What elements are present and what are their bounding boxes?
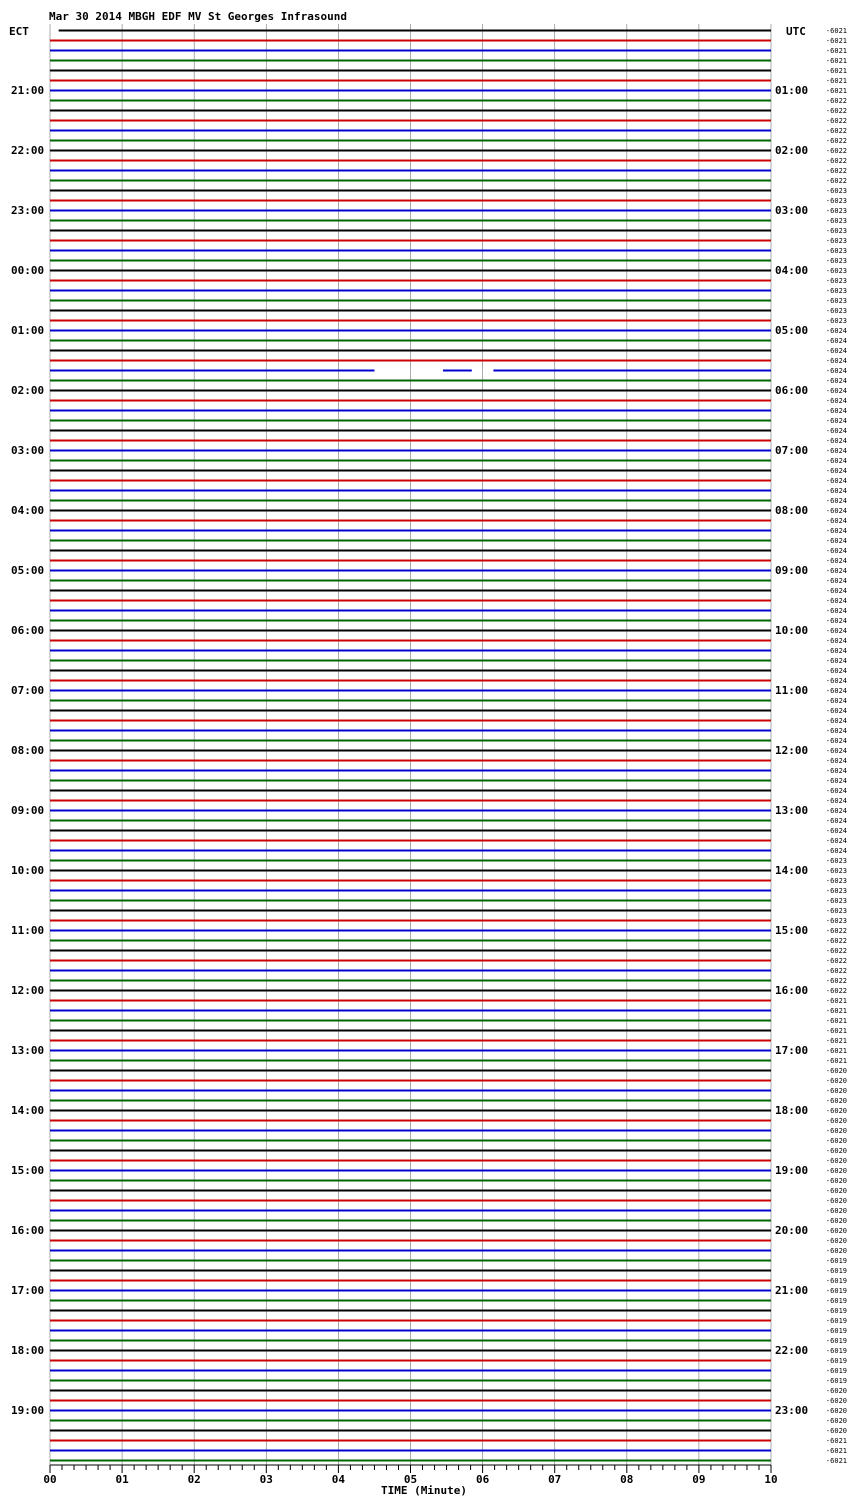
trace-offset-label: -6020 — [825, 1237, 847, 1245]
trace-offset-label: -6020 — [825, 1217, 847, 1225]
trace-offset-label: -6022 — [825, 137, 847, 145]
utc-hour-label: 13:00 — [775, 804, 809, 817]
trace-offset-label: -6024 — [825, 557, 847, 565]
ect-hour-label: 03:00 — [11, 444, 45, 457]
trace-offset-label: -6020 — [825, 1177, 847, 1185]
ect-hour-labels — [11, 84, 44, 1417]
utc-hour-label: 20:00 — [775, 1224, 809, 1237]
trace-offset-label: -6021 — [825, 77, 847, 85]
trace-offset-label: -6020 — [825, 1417, 847, 1425]
trace-offset-label: -6024 — [825, 567, 847, 575]
trace-offset-label: -6024 — [825, 727, 847, 735]
trace-offset-label: -6019 — [825, 1317, 847, 1325]
trace-offset-label: -6024 — [825, 837, 847, 845]
ect-hour-label: 22:00 — [11, 144, 45, 157]
trace-offset-label: -6020 — [825, 1137, 847, 1145]
trace-offset-label: -6019 — [825, 1257, 847, 1265]
trace-offset-label: -6023 — [825, 897, 847, 905]
trace-offset-label: -6022 — [825, 107, 847, 115]
trace-offset-label: -6024 — [825, 687, 847, 695]
trace-offset-label: -6024 — [825, 327, 847, 335]
ect-hour-label: 06:00 — [11, 624, 45, 637]
trace-offset-label: -6022 — [825, 927, 847, 935]
trace-offset-label: -6020 — [825, 1387, 847, 1395]
trace-offset-label: -6024 — [825, 517, 847, 525]
trace-offset-label: -6020 — [825, 1107, 847, 1115]
trace-offset-label: -6022 — [825, 117, 847, 125]
trace-offset-label: -6019 — [825, 1377, 847, 1385]
ect-hour-label: 02:00 — [11, 384, 45, 397]
ect-hour-label: 21:00 — [11, 84, 45, 97]
trace-offset-label: -6019 — [825, 1367, 847, 1375]
trace-offset-label: -6019 — [825, 1287, 847, 1295]
trace-offset-label: -6024 — [825, 397, 847, 405]
trace-offset-label: -6023 — [825, 907, 847, 915]
ect-hour-label: 10:00 — [11, 864, 45, 877]
trace-offset-label: -6024 — [825, 357, 847, 365]
trace-offset-label: -6024 — [825, 777, 847, 785]
utc-hour-label: 23:00 — [775, 1404, 809, 1417]
trace-offset-label: -6024 — [825, 387, 847, 395]
trace-offset-label: -6024 — [825, 417, 847, 425]
utc-hour-label: 17:00 — [775, 1044, 809, 1057]
utc-hour-label: 18:00 — [775, 1104, 809, 1117]
trace-offset-label: -6023 — [825, 187, 847, 195]
trace-offset-label: -6021 — [825, 37, 847, 45]
trace-offset-label: -6022 — [825, 147, 847, 155]
trace-offset-label: -6021 — [825, 1047, 847, 1055]
ect-hour-label: 01:00 — [11, 324, 45, 337]
trace-offset-label: -6022 — [825, 987, 847, 995]
trace-offset-label: -6024 — [825, 697, 847, 705]
trace-offset-label: -6023 — [825, 887, 847, 895]
ect-hour-label: 08:00 — [11, 744, 45, 757]
right-timezone-label: UTC — [786, 25, 806, 38]
trace-offset-label: -6021 — [825, 1007, 847, 1015]
trace-offset-label: -6024 — [825, 447, 847, 455]
utc-hour-labels — [775, 84, 808, 1417]
trace-offset-label: -6023 — [825, 307, 847, 315]
x-tick-label: 00 — [43, 1473, 57, 1486]
trace-offset-label: -6024 — [825, 597, 847, 605]
trace-offset-label: -6024 — [825, 477, 847, 485]
trace-offset-label: -6024 — [825, 457, 847, 465]
trace-offset-label: -6021 — [825, 67, 847, 75]
trace-offset-label: -6020 — [825, 1207, 847, 1215]
ect-hour-label: 07:00 — [11, 684, 45, 697]
ect-hour-label: 18:00 — [11, 1344, 45, 1357]
trace-offset-label: -6019 — [825, 1267, 847, 1275]
trace-offset-label: -6020 — [825, 1407, 847, 1415]
trace-offset-label: -6024 — [825, 657, 847, 665]
trace-offset-label: -6024 — [825, 747, 847, 755]
utc-hour-label: 14:00 — [775, 864, 809, 877]
utc-hour-label: 12:00 — [775, 744, 809, 757]
trace-offset-label: -6021 — [825, 1057, 847, 1065]
trace-offset-label: -6024 — [825, 667, 847, 675]
trace-offset-label: -6024 — [825, 637, 847, 645]
trace-offset-label: -6023 — [825, 277, 847, 285]
utc-hour-label: 03:00 — [775, 204, 809, 217]
utc-hour-label: 05:00 — [775, 324, 809, 337]
utc-hour-label: 08:00 — [775, 504, 809, 517]
trace-offset-label: -6024 — [825, 437, 847, 445]
trace-offset-label: -6022 — [825, 977, 847, 985]
trace-offset-label: -6024 — [825, 407, 847, 415]
trace-offset-label: -6024 — [825, 797, 847, 805]
trace-offset-label: -6021 — [825, 997, 847, 1005]
x-axis — [43, 1465, 777, 1486]
trace-offset-label: -6024 — [825, 337, 847, 345]
ect-hour-label: 09:00 — [11, 804, 45, 817]
trace-offset-label: -6020 — [825, 1247, 847, 1255]
trace-offset-label: -6023 — [825, 247, 847, 255]
trace-offset-label: -6024 — [825, 377, 847, 385]
trace-offset-label: -6024 — [825, 627, 847, 635]
trace-offset-label: -6023 — [825, 237, 847, 245]
trace-offset-label: -6024 — [825, 547, 847, 555]
trace-offset-label: -6024 — [825, 587, 847, 595]
utc-hour-label: 19:00 — [775, 1164, 809, 1177]
x-tick-label: 08 — [620, 1473, 634, 1486]
trace-offset-label: -6020 — [825, 1167, 847, 1175]
trace-offset-label: -6019 — [825, 1337, 847, 1345]
trace-offset-label: -6021 — [825, 1447, 847, 1455]
utc-hour-label: 15:00 — [775, 924, 809, 937]
trace-offset-label: -6023 — [825, 857, 847, 865]
left-timezone-label: ECT — [9, 25, 29, 38]
trace-offset-label: -6020 — [825, 1097, 847, 1105]
trace-offset-label: -6023 — [825, 317, 847, 325]
x-tick-label: 02 — [187, 1473, 201, 1486]
trace-offset-label: -6024 — [825, 507, 847, 515]
utc-hour-label: 10:00 — [775, 624, 809, 637]
trace-offset-label: -6024 — [825, 487, 847, 495]
trace-offset-label: -6024 — [825, 847, 847, 855]
utc-hour-label: 16:00 — [775, 984, 809, 997]
x-axis-label: TIME (Minute) — [380, 1484, 468, 1497]
trace-offset-label: -6021 — [825, 1017, 847, 1025]
ect-hour-label: 17:00 — [11, 1284, 45, 1297]
utc-hour-label: 04:00 — [775, 264, 809, 277]
trace-offset-label: -6020 — [825, 1077, 847, 1085]
trace-offset-label: -6024 — [825, 367, 847, 375]
trace-offset-label: -6024 — [825, 757, 847, 765]
trace-offset-label: -6022 — [825, 967, 847, 975]
trace-offset-label: -6024 — [825, 347, 847, 355]
ect-hour-label: 19:00 — [11, 1404, 45, 1417]
trace-offset-label: -6023 — [825, 227, 847, 235]
trace-offset-label: -6021 — [825, 47, 847, 55]
ect-hour-label: 13:00 — [11, 1044, 45, 1057]
trace-offset-label: -6020 — [825, 1157, 847, 1165]
trace-offset-label: -6024 — [825, 677, 847, 685]
trace-offset-label: -6024 — [825, 737, 847, 745]
chart-title: Mar 30 2014 MBGH EDF MV St Georges Infrasound — [49, 10, 348, 23]
trace-offset-label: -6024 — [825, 427, 847, 435]
trace-offset-label: -6023 — [825, 257, 847, 265]
trace-offset-label: -6022 — [825, 167, 847, 175]
trace-offset-label: -6024 — [825, 817, 847, 825]
trace-offset-label: -6024 — [825, 717, 847, 725]
trace-offset-label: -6020 — [825, 1147, 847, 1155]
trace-offset-label: -6024 — [825, 707, 847, 715]
trace-offset-label: -6023 — [825, 867, 847, 875]
trace-offset-label: -6022 — [825, 157, 847, 165]
trace-offset-label: -6023 — [825, 217, 847, 225]
x-tick-label: 01 — [115, 1473, 129, 1486]
trace-offset-label: -6020 — [825, 1087, 847, 1095]
trace-offset-label: -6023 — [825, 877, 847, 885]
trace-offset-label: -6019 — [825, 1327, 847, 1335]
trace-offset-label: -6019 — [825, 1277, 847, 1285]
trace-offset-label: -6024 — [825, 647, 847, 655]
trace-offset-label: -6022 — [825, 947, 847, 955]
trace-offset-label: -6022 — [825, 177, 847, 185]
trace-offset-label: -6024 — [825, 617, 847, 625]
trace-offset-label: -6020 — [825, 1127, 847, 1135]
trace-offset-label: -6021 — [825, 57, 847, 65]
trace-offset-label: -6022 — [825, 127, 847, 135]
ect-hour-label: 23:00 — [11, 204, 45, 217]
trace-offset-label: -6021 — [825, 87, 847, 95]
trace-offset-label: -6020 — [825, 1187, 847, 1195]
trace-offset-label: -6024 — [825, 537, 847, 545]
trace-offset-label: -6023 — [825, 917, 847, 925]
x-tick-label: 05 — [403, 1473, 418, 1486]
trace-offset-label: -6021 — [825, 1437, 847, 1445]
offset-labels — [826, 27, 847, 1465]
x-tick-label: 07 — [548, 1473, 562, 1486]
trace-offset-label: -6019 — [825, 1297, 847, 1305]
trace-offset-label: -6024 — [825, 607, 847, 615]
trace-offset-label: -6024 — [825, 787, 847, 795]
trace-offset-label: -6019 — [825, 1357, 847, 1365]
ect-hour-label: 16:00 — [11, 1224, 45, 1237]
ect-hour-label: 05:00 — [11, 564, 45, 577]
trace-offset-label: -6020 — [825, 1067, 847, 1075]
trace-offset-label: -6022 — [825, 937, 847, 945]
trace-offset-label: -6021 — [825, 1457, 847, 1465]
ect-hour-label: 12:00 — [11, 984, 45, 997]
utc-hour-label: 07:00 — [775, 444, 809, 457]
utc-hour-label: 01:00 — [775, 84, 809, 97]
trace-offset-label: -6023 — [825, 207, 847, 215]
ect-hour-label: 14:00 — [11, 1104, 45, 1117]
trace-offset-label: -6023 — [825, 267, 847, 275]
utc-hour-label: 21:00 — [775, 1284, 809, 1297]
trace-offset-label: -6023 — [825, 197, 847, 205]
utc-hour-label: 11:00 — [775, 684, 809, 697]
trace-offset-label: -6021 — [825, 27, 847, 35]
trace-offset-label: -6024 — [825, 827, 847, 835]
x-tick-label: 06 — [475, 1473, 490, 1486]
trace-offset-label: -6023 — [825, 297, 847, 305]
trace-offset-label: -6022 — [825, 97, 847, 105]
trace-offset-label: -6019 — [825, 1347, 847, 1355]
trace-offset-label: -6024 — [825, 527, 847, 535]
trace-offset-label: -6020 — [825, 1227, 847, 1235]
trace-offset-label: -6022 — [825, 957, 847, 965]
ect-hour-label: 00:00 — [11, 264, 45, 277]
ect-hour-label: 15:00 — [11, 1164, 45, 1177]
utc-hour-label: 22:00 — [775, 1344, 809, 1357]
trace-offset-label: -6020 — [825, 1397, 847, 1405]
trace-offset-label: -6021 — [825, 1037, 847, 1045]
x-tick-label: 03 — [259, 1473, 273, 1486]
utc-hour-label: 02:00 — [775, 144, 809, 157]
trace-offset-label: -6019 — [825, 1307, 847, 1315]
trace-offset-label: -6024 — [825, 577, 847, 585]
utc-hour-label: 09:00 — [775, 564, 809, 577]
trace-offset-label: -6024 — [825, 467, 847, 475]
x-tick-label: 10 — [764, 1473, 778, 1486]
trace-offset-label: -6020 — [825, 1197, 847, 1205]
x-tick-label: 04 — [331, 1473, 346, 1486]
trace-offset-label: -6023 — [825, 287, 847, 295]
x-tick-label: 09 — [692, 1473, 706, 1486]
ect-hour-label: 04:00 — [11, 504, 45, 517]
utc-hour-label: 06:00 — [775, 384, 809, 397]
trace-offset-label: -6020 — [825, 1427, 847, 1435]
trace-offset-label: -6020 — [825, 1117, 847, 1125]
trace-offset-label: -6021 — [825, 1027, 847, 1035]
trace-offset-label: -6024 — [825, 807, 847, 815]
trace-offset-label: -6024 — [825, 497, 847, 505]
ect-hour-label: 11:00 — [11, 924, 45, 937]
trace-offset-label: -6024 — [825, 767, 847, 775]
